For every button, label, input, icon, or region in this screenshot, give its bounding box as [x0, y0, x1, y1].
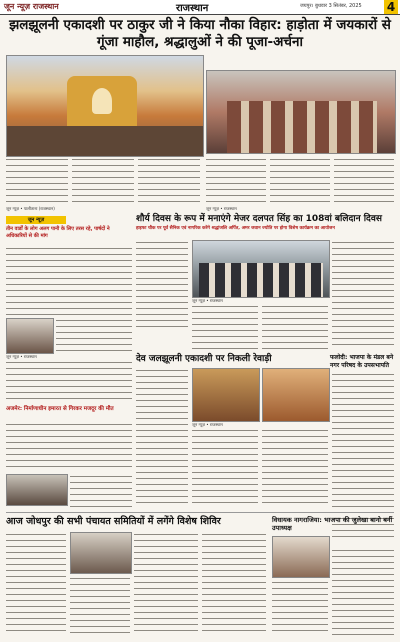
- lead-photo-caption: जून न्यूज़ • पालीताना (राजस्थान): [6, 206, 55, 211]
- story7-text-col-1: [272, 580, 328, 636]
- brief-text-2: [56, 318, 132, 352]
- story2-subhead: हाइफा चौक पर पूर्व सैनिक एवं नागरिक करेंगे श्रद्धांजलि अर्पित, अमर जवान ज्योति पर होगा विशेष कार्यक्रम का आयोजन: [136, 226, 335, 231]
- story2-text-col-1: [136, 240, 188, 332]
- lead-text-col-6: [334, 157, 394, 205]
- story6-photo: [70, 532, 132, 574]
- brief-title: तीन वार्डों के लोग अलग पानी के लिए तरस रहे, पार्षदों ने अधिकारियों से की मांग: [6, 226, 110, 239]
- lead-photo-procession: [6, 55, 204, 157]
- crowd-row-shape: [199, 263, 323, 297]
- story6-text-col-1: [6, 532, 66, 636]
- lead-text-col-2: [72, 157, 134, 205]
- brief-text: [6, 246, 132, 316]
- story3-text-col-1: [136, 368, 188, 508]
- story6-text-col-3: [134, 532, 198, 636]
- story2-headline: शौर्य दिवस के रूप में मनाएंगे मेजर दलपत सिंह का 108वां बलिदान दिवस: [136, 214, 382, 224]
- lead-text-col-5: [270, 157, 330, 205]
- story2-text-col-3: [262, 304, 328, 350]
- story3-text-col-3: [262, 428, 328, 508]
- story5-photo: [6, 474, 68, 506]
- story3-photo-1: [192, 368, 260, 422]
- lead-photo-caption-2: जून न्यूज़ • राजस्थान: [206, 206, 237, 211]
- story7-text-col-2: [332, 548, 394, 636]
- lead-headline: झलझूलनी एकादशी पर ठाकुर जी ने किया नौका विहार: हाड़ोता में जयकारों से गूंजा माहौल, श्रद्धालुओं ने की पूजा-अर्चना: [9, 17, 391, 50]
- people-shape: [227, 101, 377, 153]
- deity-shape: [92, 88, 112, 114]
- lead-photo-devotees: [206, 70, 396, 154]
- story2-text-col-4: [332, 240, 394, 350]
- lead-text-col-1: [6, 157, 68, 205]
- brief-caption: जून न्यूज़ • राजस्थान: [6, 354, 37, 359]
- story7-headline: विधायक नागराजिया: भाजपा की जुलेखा बानो बनीं उपाध्यक्ष: [272, 516, 393, 532]
- story6-headline: आज जोधपुर की सभी पंचायत समितियों में लगेंगे विशेष शिविर: [6, 516, 221, 527]
- dateline: जयपुर। बुधवार 3 सितंबर, 2025: [300, 3, 362, 9]
- story5-headline: अजमेर: निर्माणाधीन इमारत से गिरकर मजदूर की मौत: [6, 406, 114, 412]
- crowd-shape: [7, 126, 203, 156]
- lead-text-col-4: [206, 157, 266, 205]
- story2-text-col-2: [192, 304, 258, 350]
- brief-photo: [6, 318, 54, 354]
- story6-text-col-4: [202, 532, 266, 636]
- page-number: 4: [384, 0, 398, 14]
- story4-headline: फलोदी: भाजपा के मंडल बने नगर परिषद के उपसभापति: [330, 354, 394, 369]
- section-title: राजस्थान: [176, 3, 209, 14]
- story3-caption: जून न्यूज़ • राजस्थान: [192, 422, 223, 427]
- story3-headline: देव जलझूलनी एकादशी पर निकली रेवाड़ी: [136, 354, 272, 364]
- story2-caption: जून न्यूज़ • राजस्थान: [192, 298, 223, 303]
- brief-badge: जून न्यूज़: [6, 216, 66, 224]
- story7-photo: [272, 536, 330, 578]
- divider: [6, 512, 394, 513]
- brief-text-3: [6, 360, 132, 402]
- brand-name: जून न्यूज़ राजस्थान: [4, 2, 59, 11]
- story2-photo: [192, 240, 330, 298]
- story6-text-col-2: [70, 576, 130, 636]
- story5-text: [6, 422, 132, 472]
- story5-text-2: [70, 474, 132, 508]
- story3-photo-2: [262, 368, 330, 422]
- story3-text-col-2: [192, 428, 258, 508]
- lead-text-col-3: [138, 157, 200, 205]
